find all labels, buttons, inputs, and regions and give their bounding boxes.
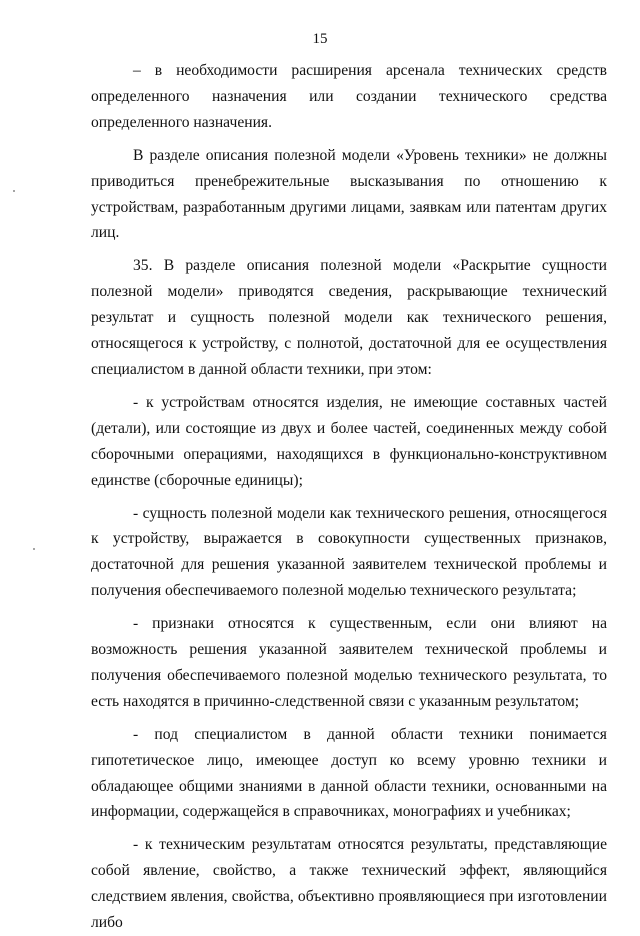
paragraph-prior-art-remarks: В разделе описания полезной модели «Уровень техники» не должны приводиться пренебрежительные высказывания по отношению к устройствам, разработанным другими лицами, заявкам или патентам других лиц. bbox=[91, 146, 607, 242]
paragraph-need-expansion: – в необходимости расширения арсенала технических средств определенного назначения или создании технического средства определенного назначения. bbox=[91, 62, 607, 131]
list-item-essence: - сущность полезной модели как технического решения, относящегося к устройству, выражается в совокупности существенных признаков, достаточной для решения указанной заявителем технической проблемы и получения обеспечиваемого полезной моделью технического результата; bbox=[91, 504, 607, 600]
paragraph-35-disclosure: 35. В разделе описания полезной модели «Раскрытие сущности полезной модели» приводятся сведения, раскрывающие технический результат и сущность полезной модели как технического решения, относящегося к устройству, с полнотой, достаточной для ее осуществления специалистом в данной области техники, при этом: bbox=[91, 257, 607, 378]
page-number: 15 bbox=[312, 31, 328, 47]
scan-artifact-dot bbox=[13, 190, 15, 192]
list-item-specialist: - под специалистом в данной области техники понимается гипотетическое лицо, имеющее доступ ко всему уровню техники и обладающее общими знаниями в данной области техники, основанными на информации, содержащейся в справочниках, монографиях и учебниках; bbox=[91, 725, 607, 821]
list-item-technical-results: - к техническим результатам относятся результаты, представляющие собой явление, свойство, а также технический эффект, являющийся следствием явления, свойства, объективно проявляющиеся при изготовлении либо bbox=[91, 836, 607, 932]
list-item-essential-features: - признаки относятся к существенным, если они влияют на возможность решения указанной заявителем технической проблемы и получения обеспечиваемого полезной моделью технического результата, то есть находятся в причинно-следственной связи с указанным результатом; bbox=[91, 615, 607, 710]
list-item-devices: - к устройствам относятся изделия, не имеющие составных частей (детали), или состоящие из двух и более частей, соединенных между собой сборочными операциями, находящихся в функционально-конструктивном единстве (сборочные единицы); bbox=[91, 393, 607, 489]
document-body bbox=[91, 58, 607, 936]
scan-artifact-dot bbox=[33, 548, 35, 550]
